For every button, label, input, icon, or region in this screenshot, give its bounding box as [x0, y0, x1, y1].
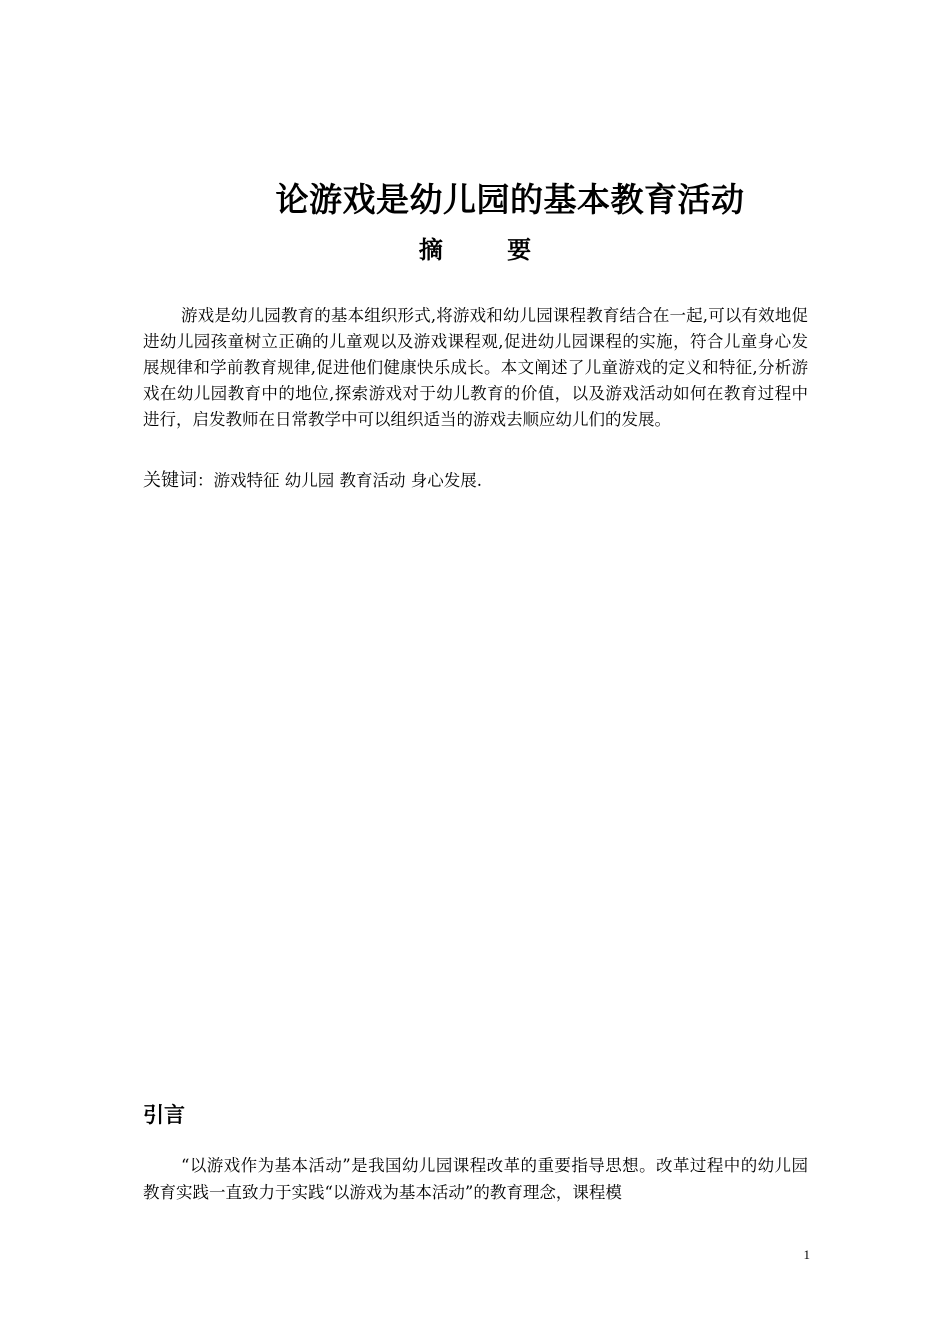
page-number: 1 — [803, 1247, 810, 1262]
keywords-text: 游戏特征 幼儿园 教育活动 身心发展. — [213, 471, 482, 490]
abstract-paragraph: 游戏是幼儿园教育的基本组织形式,将游戏和幼儿园课程教育结合在一起,可以有效地促进幼儿园孩童树立正确的儿童观以及游戏课程观,促进幼儿园课程的实施，符合儿童身心发展规律和学前教育规律,促进他们健康快乐成长。本文阐述了儿童游戏的定义和特征,分析游戏在幼儿园教育中的地位,探索游戏对于幼儿教育的价值，以及游戏活动如何在教育过程中进行，启发教师在日常教学中可以组织适当的游戏去顺应幼儿们的发展。 — [143, 306, 808, 429]
intro-heading: 引言 — [143, 1103, 185, 1127]
keywords-label: 关键词 — [143, 470, 197, 491]
keywords-line — [143, 467, 808, 495]
abstract-heading: 摘 要 — [418, 236, 560, 264]
intro-paragraph: “以游戏作为基本活动”是我国幼儿园课程改革的重要指导思想。改革过程中的幼儿园教育实践一直致力于实践“以游戏为基本活动”的教育理念，课程模 — [143, 1156, 808, 1202]
document-title: 论游戏是幼儿园的基本教育活动 — [275, 180, 745, 219]
keywords-separator: ： — [197, 471, 214, 490]
